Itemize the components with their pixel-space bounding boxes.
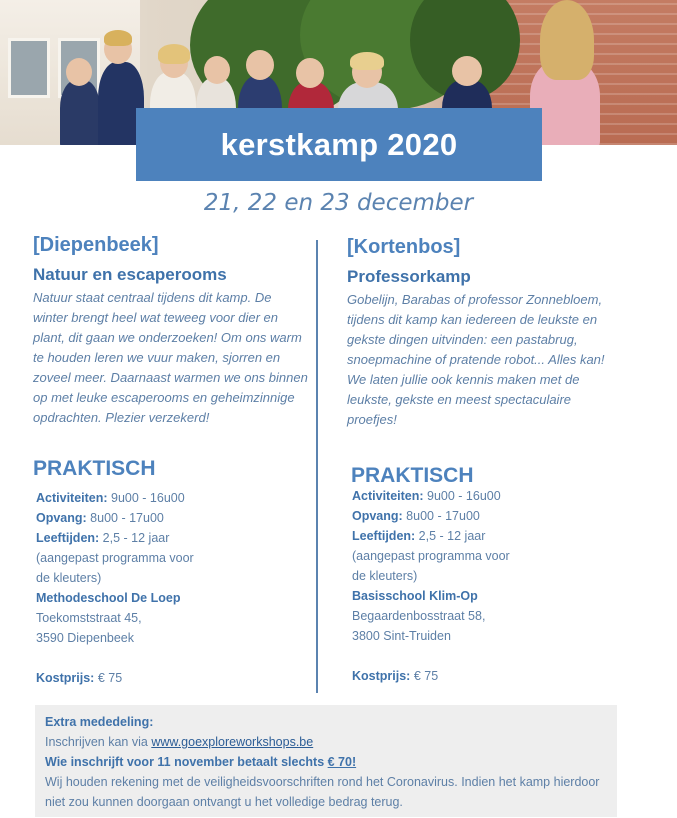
register-prefix: Inschrijven kan via <box>45 735 152 749</box>
hero-child-hair <box>158 44 190 64</box>
ages-value: 2,5 - 12 jaar <box>415 529 486 543</box>
activities-row <box>352 486 582 506</box>
praktisch-heading-right: PRAKTISCH <box>351 464 474 487</box>
activities-row <box>36 488 266 508</box>
practical-info-left <box>36 488 266 688</box>
ages-row <box>352 526 582 546</box>
activities-value: 9u00 - 16u00 <box>107 491 185 505</box>
ages-label: Leeftijden: <box>352 529 416 543</box>
price-label: Kostprijs: <box>352 669 411 683</box>
ages-label: Leeftijden: <box>36 531 100 545</box>
hero-child-hair <box>540 0 594 80</box>
practical-info-right <box>352 486 582 686</box>
care-row <box>352 506 582 526</box>
extra-notice-box <box>35 705 617 817</box>
early-price: € 70! <box>327 755 357 769</box>
location-heading: [Kortenbos] <box>347 236 461 258</box>
activities-label: Activiteiten: <box>352 489 424 503</box>
activities-value: 9u00 - 16u00 <box>423 489 501 503</box>
register-line <box>45 732 607 752</box>
praktisch-heading-left: PRAKTISCH <box>33 457 156 480</box>
price-row <box>352 666 582 686</box>
column-divider <box>316 240 318 693</box>
price-value: € 75 <box>410 669 439 683</box>
care-label: Opvang: <box>352 509 403 523</box>
camp-column-diepenbeek <box>33 234 308 428</box>
care-value: 8u00 - 17u00 <box>86 511 164 525</box>
school-city: 3590 Diepenbeek <box>36 631 134 645</box>
price-value: € 75 <box>94 671 123 685</box>
school-name: Basisschool Klim-Op <box>352 589 478 603</box>
price-row <box>36 668 266 688</box>
hero-child-hair <box>104 30 132 46</box>
covid-text: Wij houden rekening met de veiligheidsvoorschriften rond het Coronavirus. Indien het kamp hierdoor niet zou kunnen doorgaan ontvangt u het volledige bedrag terug. <box>45 775 600 809</box>
hero-child-head <box>204 56 230 84</box>
camp-column-kortenbos <box>347 236 622 430</box>
ages-note: de kleuters) <box>36 571 102 585</box>
hero-child-head <box>246 50 274 80</box>
activities-label: Activiteiten: <box>36 491 108 505</box>
ages-note: (aangepast programma voor <box>36 551 194 565</box>
hero-child-hair <box>350 52 384 70</box>
hero-child-head <box>66 58 92 86</box>
page-title: kerstkamp 2020 <box>220 126 458 162</box>
school-street: Toekomststraat 45, <box>36 611 142 625</box>
notice-label: Extra mededeling: <box>45 715 154 729</box>
ages-value: 2,5 - 12 jaar <box>99 531 170 545</box>
care-label: Opvang: <box>36 511 87 525</box>
care-value: 8u00 - 17u00 <box>402 509 480 523</box>
camp-subtitle: Natuur en escaperooms <box>33 265 227 284</box>
ages-row <box>36 528 266 548</box>
register-link[interactable]: www.goexploreworkshops.be <box>151 735 314 749</box>
price-label: Kostprijs: <box>36 671 95 685</box>
hero-window <box>8 38 50 98</box>
camp-description: Natuur staat centraal tijdens dit kamp. De winter brengt heel wat teweeg voor dier en plant, dit gaan we onderzoeken! Om ons warm te houden leren we vuur maken, sjorren en zoveel meer. Daarnaast warmen we ons binnen op met leuke escaperooms en geheimzinnige opdrachten. Plezier verzekerd! <box>33 290 308 425</box>
ages-note: de kleuters) <box>352 569 418 583</box>
care-row <box>36 508 266 528</box>
hero-child <box>60 80 100 145</box>
ages-note: (aangepast programma voor <box>352 549 510 563</box>
location-heading: [Diepenbeek] <box>33 234 159 256</box>
early-text: Wie inschrijft voor 11 november betaalt slechts <box>45 755 328 769</box>
school-street: Begaardenbosstraat 58, <box>352 609 486 623</box>
school-name: Methodeschool De Loep <box>36 591 181 605</box>
title-banner <box>136 108 542 181</box>
hero-child-head <box>296 58 324 88</box>
camp-subtitle: Professorkamp <box>347 267 471 286</box>
camp-description: Gobelijn, Barabas of professor Zonnebloem, tijdens dit kamp kan iedereen de leukste en gekste dingen uitvinden: een pastabrug, snoepmachine of pratende robot... Alles kan! We laten jullie ook kennis maken met de leukste, gekste en meest spectaculaire proefjes! <box>347 292 605 427</box>
early-bird-line <box>45 752 607 772</box>
hero-child-head <box>452 56 482 86</box>
camp-dates: 21, 22 en 23 december <box>203 190 474 216</box>
school-city: 3800 Sint-Truiden <box>352 629 451 643</box>
